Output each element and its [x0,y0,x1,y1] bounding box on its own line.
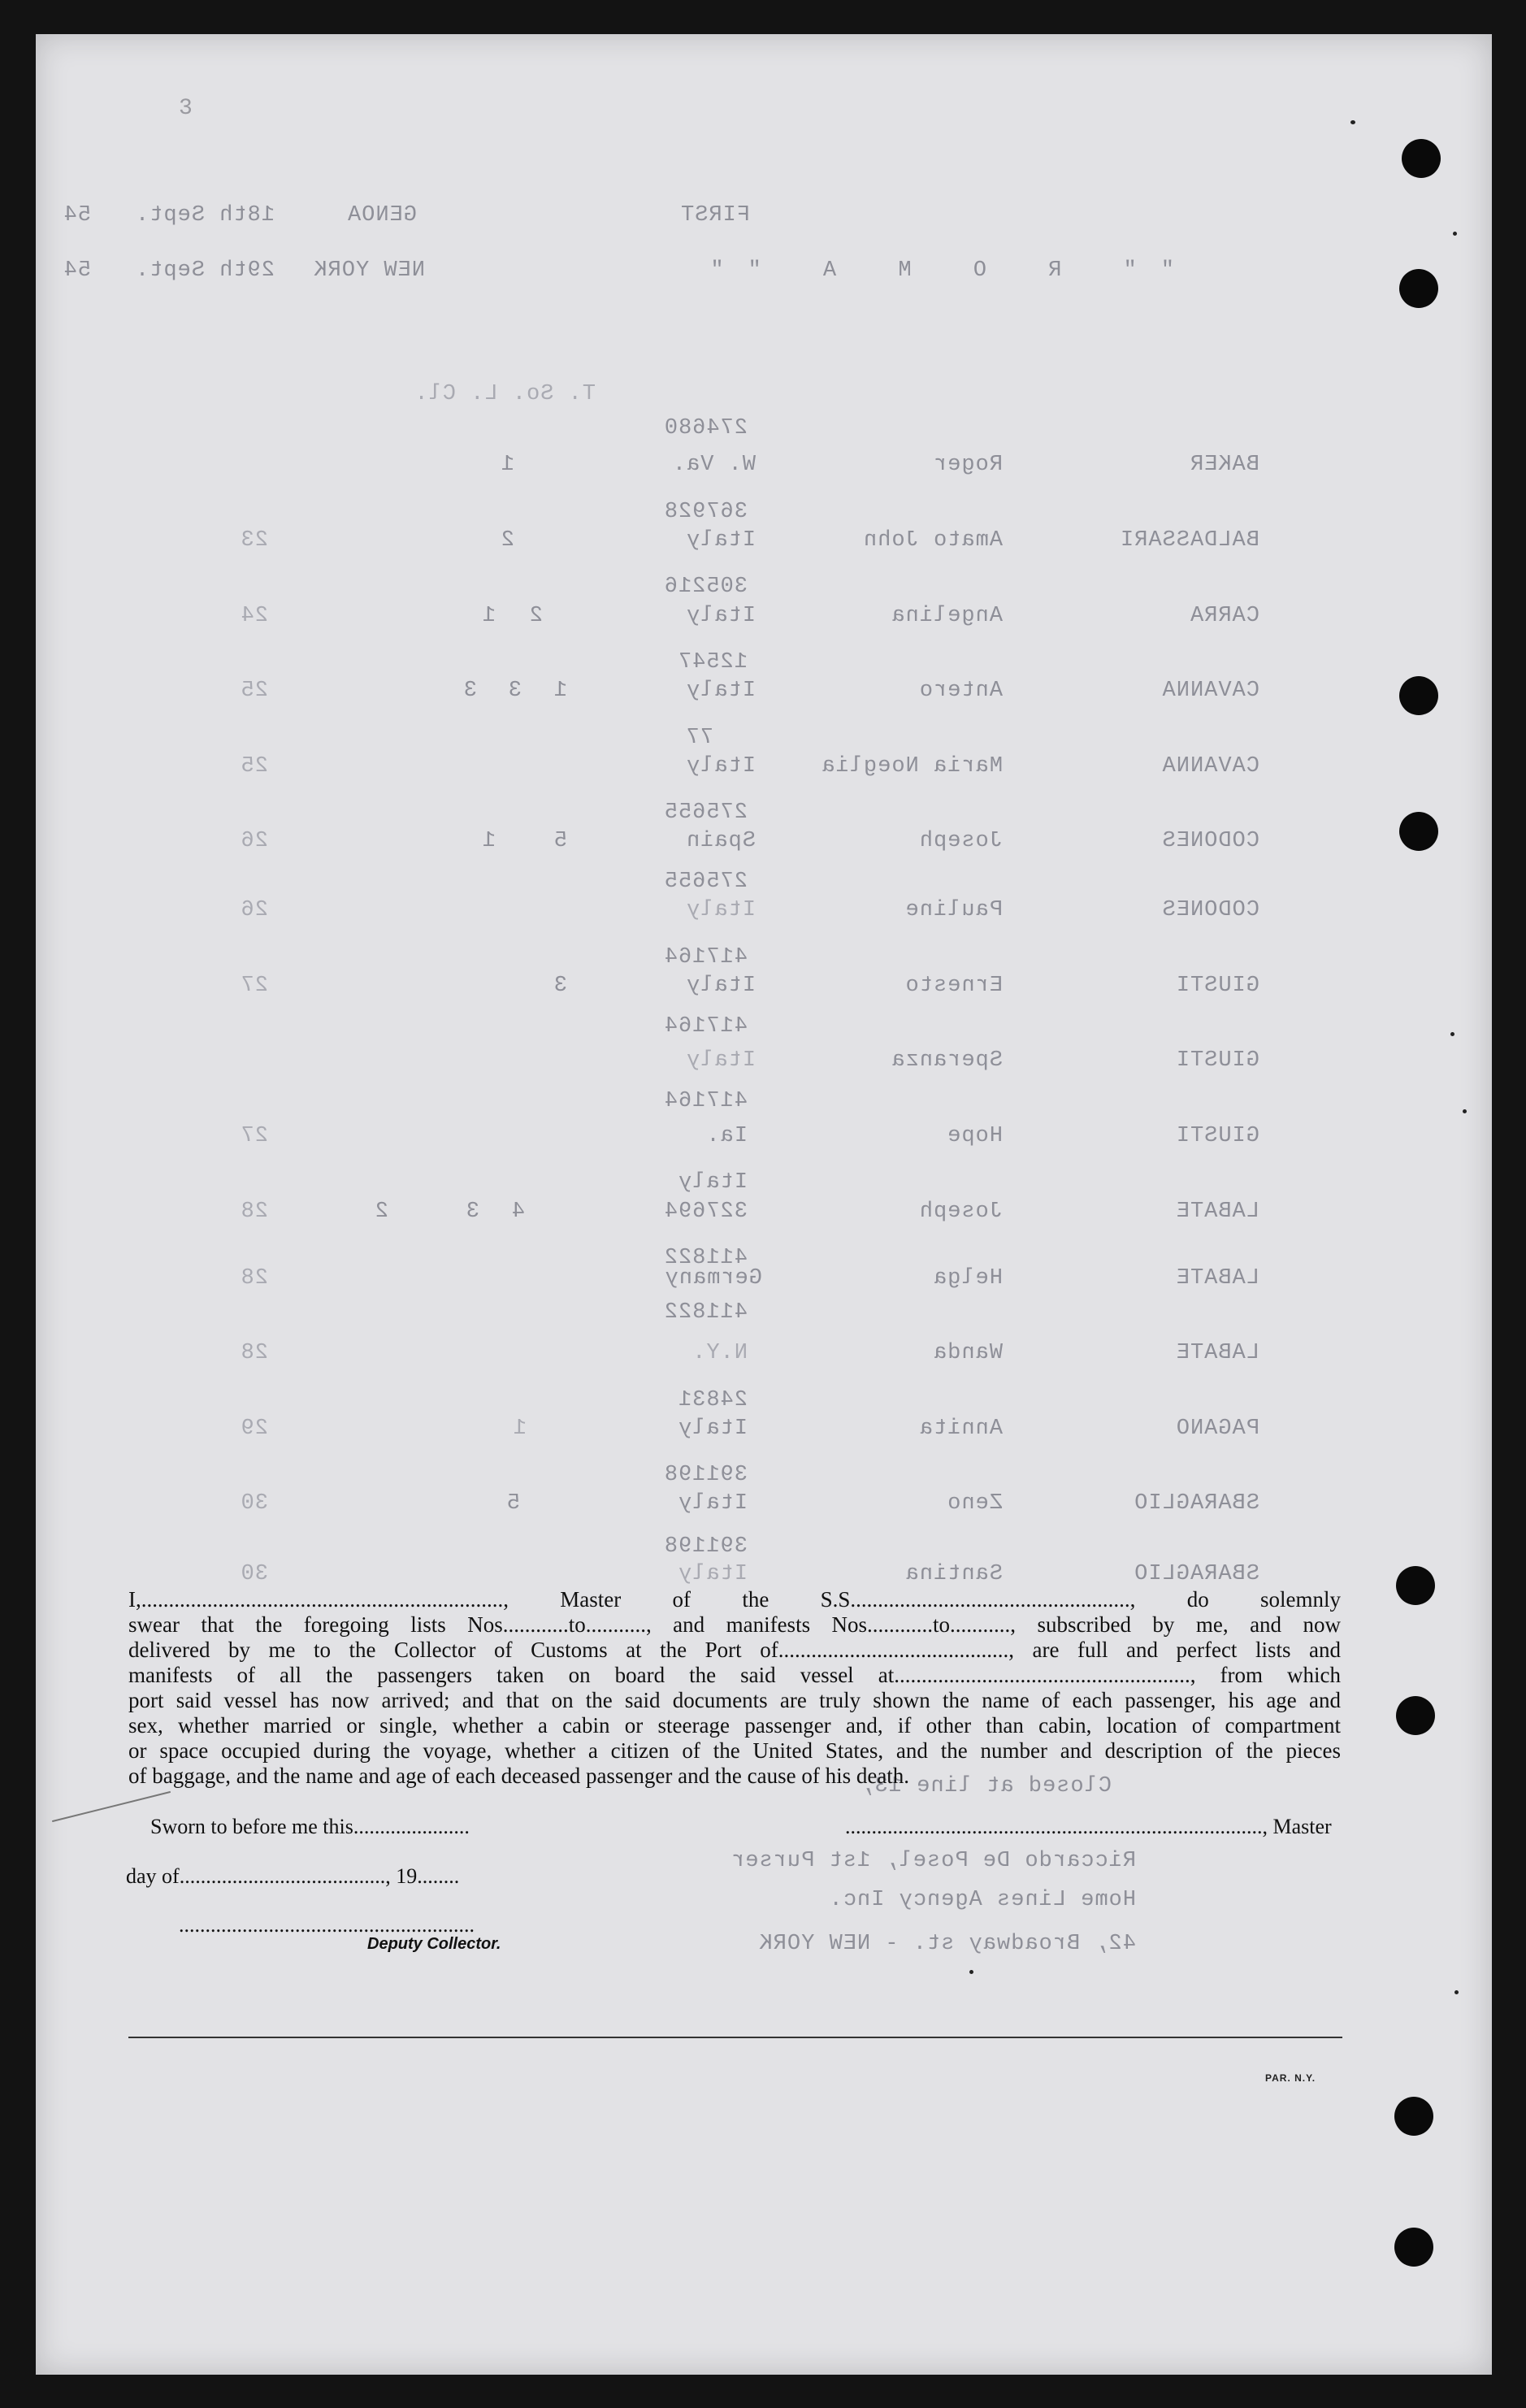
passenger-c2: 3 [553,974,567,998]
passenger-line: 27 [240,1124,268,1148]
section-code: T. So. L. Cl. [414,382,596,406]
passenger-line: 28 [240,1266,268,1291]
declaration-line: of baggage, and the name and age of each deceased passenger and the cause of his death. [128,1764,910,1788]
voyage-class: FIRST [679,203,750,228]
passenger-place: Italy [685,754,756,779]
sworn-before-label: Sworn to before me this...................... [150,1815,470,1838]
passenger-line: 27 [240,974,268,998]
closing-note: Closed at line 13, [860,1774,1112,1798]
passenger-number: 275655 [663,870,748,894]
declaration-line: sex, whether married or single, whether a cabin or steerage passenger and, if other than cabin, location of compartment [128,1713,1341,1738]
passenger-given: Speranza [891,1048,1003,1073]
passenger-given: Amato John [862,528,1003,553]
passenger-line: 24 [240,604,268,628]
passenger-c2: 2 [528,604,543,628]
declaration-line: I,.................................................................., Master of the S.S..................................................., do solemnly [128,1587,1341,1612]
declaration-line: port said vessel has now arrived; and that on the said documents are truly shown the name of each passenger, his age and [128,1688,1341,1712]
passenger-place: Italy [685,1048,756,1073]
oath-declaration [128,1587,1341,1789]
passenger-place: N.Y. [691,1341,748,1365]
passenger-number: 367928 [663,500,748,524]
passenger-line: 26 [240,829,268,853]
passenger-surname: LABATE [1175,1266,1259,1291]
passenger-place: Italy [685,528,756,553]
voyage-date: 18th Sept. [134,203,275,228]
passenger-given: Pauline [904,898,1003,922]
passenger-number: 411822 [663,1246,748,1270]
passenger-surname: CAVANNA [1161,754,1259,779]
voyage-port: NEW YORK [313,258,425,283]
passenger-line: 25 [240,679,268,703]
passenger-c3: 1 [500,453,514,477]
deputy-signature-line: ........................................................ [179,1913,475,1937]
purser-name: Riccardo De Posel, 1st Purser [730,1849,1136,1873]
passenger-given: Antero [918,679,1003,703]
declaration-line: or space occupied during the voyage, whether a citizen of the United States, and the number and description of the pieces [128,1738,1341,1763]
passenger-c2: 5 [505,1491,520,1516]
passenger-c1: 1 [481,829,496,853]
declaration-line: delivered by me to the Collector of Customs at the Port of.........................................., are full and perfect lists and [128,1638,1341,1662]
passenger-line: 23 [240,528,268,553]
passenger-c2: 3 [507,679,522,703]
passenger-c3: 4 [510,1200,525,1224]
passenger-surname: CAVANNA [1161,679,1259,703]
passenger-given: Annita [918,1417,1003,1441]
voyage-year: 54 [63,258,91,283]
passenger-line: 28 [240,1200,268,1224]
passenger-c2: 5 [553,829,567,853]
declaration-line: manifests of all the passengers taken on board the said vessel at......................................................, from which [128,1663,1341,1687]
passenger-place: Italy [677,1417,748,1441]
passenger-surname: BALDASSARI [1119,528,1259,553]
passenger-c1: 1 [481,604,496,628]
footer-rule [128,2037,1342,2038]
passenger-surname: CARRA [1189,604,1259,628]
voyage-port: GENOA [346,203,417,228]
passenger-number: 327694 [663,1200,748,1224]
passenger-c3: 2 [500,528,514,553]
passenger-c3: 3 [462,679,477,703]
passenger-surname: GIUSTI [1175,974,1259,998]
passenger-number: 274680 [663,416,748,440]
passenger-place: Italy [685,898,756,922]
passenger-given: Hope [947,1124,1003,1148]
passenger-given: Ernesto [904,974,1003,998]
page-number: 3 [179,96,193,121]
passenger-place: Italy [677,1562,748,1586]
passenger-number: 275655 [663,800,748,825]
declaration-line: swear that the foregoing lists Nos............to..........., and manifests Nos............to..........., subscribed by me, and now [128,1612,1341,1637]
passenger-number: 24831 [677,1388,748,1412]
passenger-number: 305216 [663,575,748,599]
passenger-number: 417164 [663,945,748,970]
passenger-given: Zeno [947,1491,1003,1516]
master-signature-line: ..............................................................................., Master [845,1815,1332,1838]
voyage-date: 29th Sept. [134,258,275,283]
passenger-given: Santina [904,1562,1003,1586]
passenger-number: 411822 [663,1300,748,1325]
passenger-given: Joseph [918,1200,1003,1224]
passenger-place: Germany [664,1266,762,1291]
passenger-number: 391198 [663,1534,748,1559]
deputy-collector-label: Deputy Collector. [367,1935,501,1953]
day-of-label: day of......................................., 19........ [126,1864,460,1888]
passenger-c2: 3 [465,1200,479,1224]
passenger-surname: LABATE [1175,1341,1259,1365]
passenger-line: 30 [240,1562,268,1586]
passenger-c1: 1 [512,1417,527,1441]
passenger-place: Italy [685,974,756,998]
passenger-place: Italy [685,604,756,628]
passenger-line: 28 [240,1341,268,1365]
voyage-year: 54 [63,203,91,228]
passenger-line: 26 [240,898,268,922]
passenger-number: 417164 [663,1014,748,1039]
passenger-surname: BAKER [1189,453,1259,477]
passenger-surname: SBARAGLIO [1134,1491,1259,1516]
passenger-number: 391198 [663,1463,748,1487]
passenger-number: 417164 [663,1089,748,1113]
passenger-number: 12547 [677,650,748,675]
purser-agency: Home Lines Agency Inc. [828,1888,1136,1912]
passenger-c1: 2 [374,1200,388,1224]
passenger-line: 30 [240,1491,268,1516]
passenger-c1: 1 [553,679,567,703]
passenger-line: 29 [240,1417,268,1441]
passenger-number: 77 [685,726,713,750]
passenger-surname: SBARAGLIO [1134,1562,1259,1586]
passenger-given: Helga [932,1266,1003,1291]
passenger-surname: CODONES [1161,898,1259,922]
passenger-surname: GIUSTI [1175,1124,1259,1148]
passenger-place: Italy [677,1491,748,1516]
ship-name: "" R O M A "" [686,258,1174,283]
passenger-line: 25 [240,754,268,779]
passenger-place: Spain [685,829,756,853]
passenger-given: Wanda [932,1341,1003,1365]
printer-mark: PAR. N.Y. [1265,2072,1316,2084]
passenger-given: Angelina [891,604,1003,628]
passenger-given: Roger [932,453,1003,477]
passenger-given: Joseph [918,829,1003,853]
passenger-place: W. Va. [671,453,756,477]
passenger-place: Italy [677,1170,748,1195]
passenger-surname: CODONES [1161,829,1259,853]
passenger-surname: PAGANO [1175,1417,1259,1441]
passenger-surname: GIUSTI [1175,1048,1259,1073]
passenger-place: Italy [685,679,756,703]
passenger-place: Ia. [705,1124,748,1148]
passenger-surname: LABATE [1175,1200,1259,1224]
passenger-given: Maria Noeglia [821,754,1003,779]
purser-address: 42, Broadway st. - NEW YORK [758,1932,1136,1956]
